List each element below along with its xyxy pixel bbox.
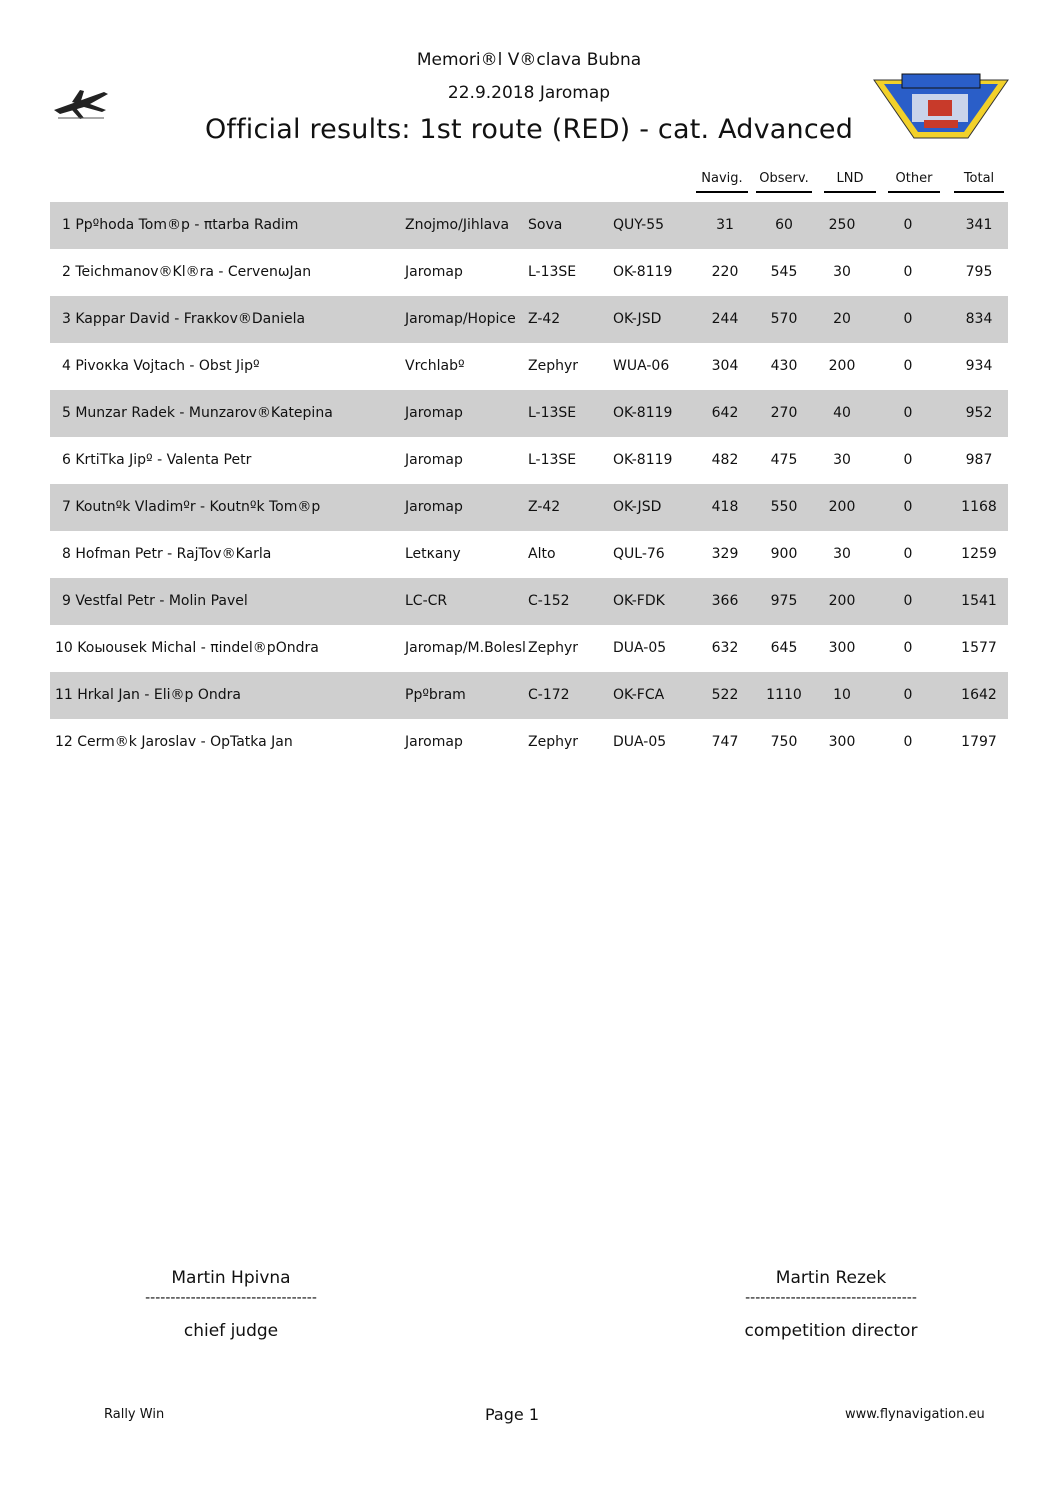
crew-name: 10 Koыousek Michal - πindel®pOndra [55, 640, 319, 656]
other-score: 0 [903, 640, 913, 656]
observ-score: 545 [770, 264, 798, 280]
navig-score: 482 [711, 452, 739, 468]
club-emblem-icon [872, 70, 1010, 140]
chief-judge-role: chief judge [183, 1321, 279, 1341]
navig-score: 244 [711, 311, 739, 327]
total-score: 1259 [961, 546, 997, 562]
table-row [50, 202, 1008, 249]
page-number: Page 1 [485, 1405, 539, 1424]
other-score: 0 [903, 593, 913, 609]
competition-director-role: competition director [744, 1321, 918, 1341]
competition-director-name: Martin Rezek [775, 1268, 887, 1288]
table-row [50, 343, 1008, 390]
lnd-score: 250 [828, 217, 856, 233]
crew-name: 3 Kappar David - Fraκkov®Daniela [62, 311, 306, 327]
observ-score: 550 [770, 499, 798, 515]
registration: OK-JSD [613, 499, 662, 515]
total-score: 1168 [961, 499, 997, 515]
column-header-navig [696, 171, 748, 193]
lnd-score: 30 [833, 452, 851, 468]
crew-name: 5 Munzar Radek - Munzarov®Katepina [62, 405, 333, 421]
column-label: Other [895, 171, 933, 186]
table-row [50, 484, 1008, 531]
crew-name: 6 KrtiTka Jipº - Valenta Petr [62, 452, 252, 468]
lnd-score: 200 [828, 593, 856, 609]
club: Ppºbram [405, 687, 466, 703]
lnd-score: 200 [828, 358, 856, 374]
registration: OK-FCA [613, 687, 665, 703]
crew-name: 9 Vestfal Petr - Molin Pavel [62, 593, 248, 609]
column-label: Observ. [759, 171, 809, 186]
column-header-observ [756, 171, 812, 193]
registration: OK-JSD [613, 311, 662, 327]
registration: OK-FDK [613, 593, 665, 609]
navig-score: 632 [711, 640, 739, 656]
table-row [50, 719, 1008, 766]
aircraft: Z-42 [528, 499, 561, 515]
total-score: 834 [965, 311, 993, 327]
aircraft: Z-42 [528, 311, 561, 327]
club: Jaromap [405, 452, 463, 468]
aircraft: C-172 [528, 687, 570, 703]
club: Znojmo/Jihlava [405, 217, 510, 233]
navig-score: 418 [711, 499, 739, 515]
club: Letκany [405, 546, 461, 562]
table-row [50, 249, 1008, 296]
other-score: 0 [903, 452, 913, 468]
registration: DUA-05 [613, 734, 667, 750]
navig-score: 366 [711, 593, 739, 609]
registration: QUL-76 [613, 546, 665, 562]
total-score: 1577 [961, 640, 997, 656]
lnd-score: 20 [833, 311, 851, 327]
aircraft: L-13SE [528, 405, 577, 421]
navig-score: 329 [711, 546, 739, 562]
table-row [50, 296, 1008, 343]
navig-score: 747 [711, 734, 739, 750]
crew-name: 11 Hrkal Jan - Eli®p Ondra [55, 687, 241, 703]
lnd-score: 40 [833, 405, 851, 421]
total-score: 1797 [961, 734, 997, 750]
observ-score: 1110 [766, 687, 802, 703]
table-row [50, 625, 1008, 672]
club: LC-CR [405, 593, 448, 609]
signature-line: ---------------------------------- [145, 1290, 317, 1306]
footer-software: Rally Win [104, 1407, 165, 1422]
aircraft: Sova [528, 217, 563, 233]
observ-score: 750 [770, 734, 798, 750]
lnd-score: 200 [828, 499, 856, 515]
other-score: 0 [903, 264, 913, 280]
total-score: 795 [965, 264, 993, 280]
other-score: 0 [903, 405, 913, 421]
other-score: 0 [903, 217, 913, 233]
observ-score: 475 [770, 452, 798, 468]
club: Jaromap [405, 499, 463, 515]
observ-score: 430 [770, 358, 798, 374]
observ-score: 975 [770, 593, 798, 609]
page-title: Official results: 1st route (RED) - cat. Advanced [204, 114, 854, 145]
navig-score: 642 [711, 405, 739, 421]
club: Vrchlabº [405, 358, 465, 374]
crew-name: 4 Pivoκka Vojtach - Obst Jipº [62, 358, 260, 374]
total-score: 1541 [961, 593, 997, 609]
lnd-score: 30 [833, 264, 851, 280]
crew-name: 12 Cerm®k Jaroslav - OpTatka Jan [55, 734, 293, 750]
column-label: Total [963, 171, 995, 186]
registration: OK-8119 [613, 405, 673, 421]
club: Jaromap [405, 264, 463, 280]
registration: QUY-55 [613, 217, 665, 233]
club: Jaromap/M.Bolesl [405, 640, 526, 656]
lnd-score: 300 [828, 734, 856, 750]
crew-name: 8 Hofman Petr - RajTov®Karla [62, 546, 272, 562]
table-row [50, 672, 1008, 719]
navig-score: 304 [711, 358, 739, 374]
table-row [50, 578, 1008, 625]
lnd-score: 300 [828, 640, 856, 656]
total-score: 934 [965, 358, 993, 374]
table-row [50, 437, 1008, 484]
crew-name: 7 Koutnºk Vladimºr - Koutnºk Tom®p [62, 499, 321, 515]
navig-score: 31 [716, 217, 734, 233]
club: Jaromap [405, 734, 463, 750]
observ-score: 270 [770, 405, 798, 421]
airplane-logo-icon [50, 80, 112, 124]
aircraft: L-13SE [528, 264, 577, 280]
aircraft: C-152 [528, 593, 570, 609]
registration: OK-8119 [613, 452, 673, 468]
aircraft: Zephyr [528, 734, 579, 750]
total-score: 987 [965, 452, 993, 468]
observ-score: 60 [775, 217, 793, 233]
table-row [50, 531, 1008, 578]
observ-score: 900 [770, 546, 798, 562]
column-header-lnd [824, 171, 876, 193]
column-header-other [888, 171, 940, 193]
other-score: 0 [903, 499, 913, 515]
navig-score: 522 [711, 687, 739, 703]
aircraft: Alto [528, 546, 556, 562]
event-date-place: 22.9.2018 Jaromap [447, 83, 611, 103]
signature-line: ---------------------------------- [745, 1290, 917, 1306]
club: Jaromap/Hopice [405, 311, 516, 327]
registration: WUA-06 [613, 358, 670, 374]
chief-judge-name: Martin Hpivna [171, 1268, 291, 1288]
footer-website: www.flynavigation.eu [845, 1407, 985, 1422]
event-name: Memori®l V®clava Bubna [416, 50, 642, 70]
lnd-score: 30 [833, 546, 851, 562]
total-score: 1642 [961, 687, 997, 703]
column-label: Navig. [701, 171, 743, 186]
total-score: 952 [965, 405, 993, 421]
aircraft: Zephyr [528, 640, 579, 656]
lnd-score: 10 [833, 687, 851, 703]
registration: DUA-05 [613, 640, 667, 656]
club: Jaromap [405, 405, 463, 421]
other-score: 0 [903, 358, 913, 374]
column-label: LND [836, 171, 864, 186]
observ-score: 570 [770, 311, 798, 327]
other-score: 0 [903, 546, 913, 562]
other-score: 0 [903, 687, 913, 703]
other-score: 0 [903, 311, 913, 327]
aircraft: Zephyr [528, 358, 579, 374]
other-score: 0 [903, 734, 913, 750]
aircraft: L-13SE [528, 452, 577, 468]
crew-name: 2 Teichmanov®Kl®ra - CervenωJan [62, 264, 312, 280]
column-header-total [954, 171, 1004, 193]
crew-name: 1 Ppºhoda Tom®p - πtarba Radim [62, 217, 299, 233]
navig-score: 220 [711, 264, 739, 280]
registration: OK-8119 [613, 264, 673, 280]
table-row [50, 390, 1008, 437]
observ-score: 645 [770, 640, 798, 656]
total-score: 341 [965, 217, 993, 233]
